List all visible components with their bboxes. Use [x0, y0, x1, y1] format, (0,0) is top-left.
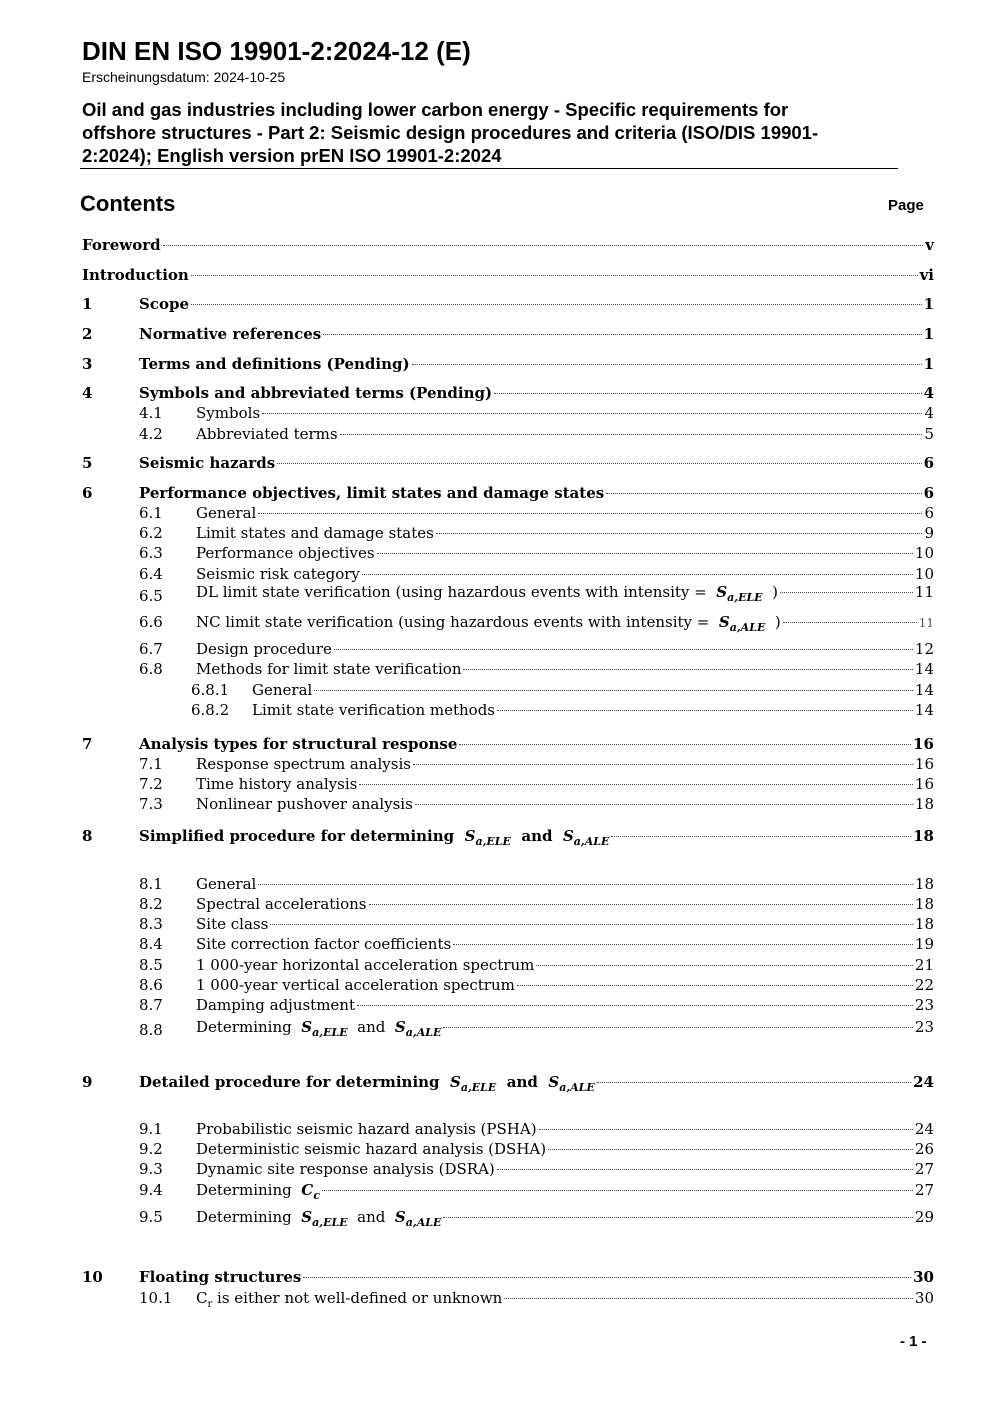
leader-dots: [611, 836, 911, 837]
leader-dots: [415, 804, 913, 805]
toc-entry-2[interactable]: [0, 324, 992, 344]
toc-number: 8: [82, 827, 93, 845]
toc-number: 6.8: [139, 660, 163, 678]
leader-dots: [606, 493, 921, 494]
toc-page: 1: [923, 295, 934, 313]
toc-page: 11: [918, 616, 934, 630]
toc-entry-4-1[interactable]: [0, 403, 992, 423]
toc-title: Normative references: [139, 325, 322, 343]
toc-title: Terms and definitions (Pending): [139, 355, 410, 373]
leader-dots: [258, 884, 913, 885]
leader-dots: [459, 744, 911, 745]
toc-number: 8.7: [139, 996, 163, 1014]
toc-entry-8-6[interactable]: [0, 975, 992, 995]
leader-dots: [163, 245, 924, 246]
toc-page: 11: [914, 583, 934, 601]
toc-page: 12: [914, 640, 934, 658]
leader-dots: [413, 764, 913, 765]
document-title-line-3: 2:2024); English version prEN ISO 19901-2:2024: [82, 145, 502, 166]
toc-entry-3[interactable]: [0, 354, 992, 374]
sa-ele-symbol: $S_{a,ELE}$: [301, 1208, 348, 1229]
toc-number: 6.3: [139, 544, 163, 562]
toc-number: 10.1: [139, 1289, 173, 1307]
toc-entry-8-7[interactable]: [0, 995, 992, 1015]
toc-title: Determining $S_{a,ELE}$ and $S_{a,ALE}$: [196, 1208, 442, 1229]
toc-title: Determining $S_{a,ELE}$ and $S_{a,ALE}$: [196, 1018, 442, 1039]
toc-number: 4: [82, 384, 93, 402]
sa-ale-symbol: $S_{a,ALE}$: [394, 1018, 442, 1039]
toc-number: 8.4: [139, 935, 163, 953]
toc-title: Methods for limit state verification: [196, 660, 462, 678]
document-title: [82, 98, 912, 167]
toc-title: Nonlinear pushover analysis: [196, 795, 413, 813]
toc-title: Abbreviated terms: [196, 425, 338, 443]
toc-entry-8-5[interactable]: [0, 955, 992, 975]
toc-title: Design procedure: [196, 640, 332, 658]
toc-title: Limit state verification methods: [252, 701, 495, 719]
toc-title: Limit states and damage states: [196, 524, 434, 542]
document-code: DIN EN ISO 19901-2:2024-12 (E): [82, 36, 471, 66]
toc-title: Spectral accelerations: [196, 895, 367, 913]
toc-entry-6-2[interactable]: [0, 523, 992, 543]
toc-page: 18: [914, 895, 934, 913]
toc-title: Probabilistic seismic hazard analysis (PSHA): [196, 1120, 537, 1138]
toc-number: 9: [82, 1073, 93, 1091]
toc-entry-6[interactable]: [0, 483, 992, 503]
toc-title: Seismic risk category: [196, 565, 360, 583]
toc-entry-10[interactable]: [0, 1267, 992, 1287]
toc-title: $C_r$ is either not well-defined or unknown: [196, 1289, 503, 1310]
toc-page: 27: [914, 1181, 934, 1199]
header-divider: [80, 168, 898, 169]
toc-page: v: [925, 236, 934, 254]
toc-entry-7-3[interactable]: [0, 794, 992, 814]
sa-ale-symbol: $S_{a,ALE}$: [548, 1073, 595, 1094]
toc-number: 6.2: [139, 524, 163, 542]
leader-dots: [357, 1005, 913, 1006]
toc-entry-8-8[interactable]: [0, 1017, 992, 1037]
leader-dots: [497, 710, 913, 711]
toc-title: Damping adjustment: [196, 996, 355, 1014]
toc-entry-8-2[interactable]: [0, 894, 992, 914]
leader-dots: [539, 1129, 913, 1130]
sa-ele-symbol: $S_{a,ELE}$: [450, 1073, 497, 1094]
leader-dots: [597, 1082, 911, 1083]
leader-dots: [191, 304, 922, 305]
leader-dots: [443, 1027, 913, 1028]
leader-dots: [443, 1217, 913, 1218]
toc-title: DL limit state verification (using hazardous events with intensity = $S_{a,ELE}$ ): [196, 583, 778, 604]
toc-page: 4: [924, 404, 934, 422]
toc-entry-6-8-1[interactable]: [0, 680, 992, 700]
toc-title: Floating structures: [139, 1268, 302, 1286]
toc-number: 1: [82, 295, 93, 313]
leader-dots: [277, 463, 921, 464]
toc-page: 14: [914, 660, 934, 678]
toc-number: 7.2: [139, 775, 163, 793]
toc-title: Site class: [196, 915, 269, 933]
toc-page: 4: [923, 384, 934, 402]
toc-page: 1: [923, 325, 934, 343]
toc-number: 2: [82, 325, 93, 343]
toc-entry-8-4[interactable]: [0, 934, 992, 954]
toc-title: Deterministic seismic hazard analysis (DSHA): [196, 1140, 547, 1158]
leader-dots: [303, 1277, 911, 1278]
toc-page: 18: [914, 795, 934, 813]
toc-page: 16: [914, 775, 934, 793]
leader-dots: [362, 574, 913, 575]
toc-number: 6.5: [139, 587, 163, 605]
toc-page: 6: [923, 484, 934, 502]
toc-title: Scope: [139, 295, 190, 313]
toc-number: 8.8: [139, 1021, 163, 1039]
document-title-line-1: Oil and gas industries including lower carbon energy - Specific requirements for: [82, 99, 789, 120]
leader-dots: [494, 393, 921, 394]
leader-dots: [463, 669, 912, 670]
leader-dots: [780, 592, 913, 593]
toc-page: 9: [924, 524, 934, 542]
toc-number: 9.5: [139, 1208, 163, 1226]
toc-entry-9-3[interactable]: [0, 1159, 992, 1179]
toc-page: 23: [914, 996, 934, 1014]
toc-entry-6-4[interactable]: [0, 564, 992, 584]
toc-page: 18: [914, 915, 934, 933]
leader-dots: [262, 413, 922, 414]
toc-entry-8[interactable]: [0, 826, 992, 846]
cc-symbol: $C_c$: [301, 1181, 320, 1202]
document-title-line-2: offshore structures - Part 2: Seismic design procedures and criteria (ISO/DIS 19901-: [82, 122, 819, 143]
leader-dots: [453, 944, 913, 945]
toc-title: 1 000-year horizontal acceleration spectrum: [196, 956, 535, 974]
toc-title: General: [196, 504, 257, 522]
leader-dots: [504, 1298, 913, 1299]
leader-dots: [497, 1169, 913, 1170]
toc-page: 27: [914, 1160, 934, 1178]
toc-entry-5[interactable]: [0, 453, 992, 473]
leader-dots: [191, 275, 918, 276]
toc-entry-4-2[interactable]: [0, 424, 992, 444]
leader-dots: [412, 364, 922, 365]
toc-page: 24: [914, 1120, 934, 1138]
toc-number: 7.3: [139, 795, 163, 813]
sa-ele-symbol: $S_{a,ELE}$: [301, 1018, 348, 1039]
toc-title: Symbols and abbreviated terms (Pending): [139, 384, 493, 402]
toc-title: Analysis types for structural response: [139, 735, 458, 753]
toc-page: 26: [914, 1140, 934, 1158]
toc-entry-8-3[interactable]: [0, 914, 992, 934]
toc-title: Detailed procedure for determining $S_{a,ELE}$ and $S_{a,ALE}$: [139, 1073, 595, 1094]
toc-number: 9.2: [139, 1140, 163, 1158]
toc-number: 7.1: [139, 755, 163, 773]
toc-number: 8.3: [139, 915, 163, 933]
toc-entry-9[interactable]: [0, 1072, 992, 1092]
toc-entry-7[interactable]: [0, 734, 992, 754]
toc-number: 6.6: [139, 613, 163, 631]
toc-title: Dynamic site response analysis (DSRA): [196, 1160, 495, 1178]
toc-number: 6: [82, 484, 93, 502]
toc-number: 8.6: [139, 976, 163, 994]
toc-title: Performance objectives: [196, 544, 375, 562]
toc-title: General: [252, 681, 313, 699]
toc-page: 30: [914, 1289, 934, 1307]
leader-dots: [270, 924, 913, 925]
toc-number: 8.5: [139, 956, 163, 974]
leader-dots: [517, 985, 913, 986]
toc-title: Foreword: [82, 236, 161, 254]
toc-number: 3: [82, 355, 93, 373]
toc-page: 23: [914, 1018, 934, 1036]
toc-page: 22: [914, 976, 934, 994]
toc-page: 18: [914, 875, 934, 893]
toc-entry-4[interactable]: [0, 383, 992, 403]
toc-number: 9.3: [139, 1160, 163, 1178]
toc-page: 5: [924, 425, 934, 443]
cr-symbol: $C_r$: [196, 1289, 213, 1310]
toc-number: 8.1: [139, 875, 163, 893]
toc-page: 21: [914, 956, 934, 974]
toc-number: 8.2: [139, 895, 163, 913]
toc-title: Introduction: [82, 266, 189, 284]
toc-number: 7: [82, 735, 93, 753]
toc-number: 6.1: [139, 504, 163, 522]
toc-number: 4.1: [139, 404, 163, 422]
toc-page: 19: [914, 935, 934, 953]
toc-title: General: [196, 875, 257, 893]
toc-entry-introduction[interactable]: [0, 265, 992, 285]
leader-dots: [359, 784, 913, 785]
toc-entry-9-2[interactable]: [0, 1139, 992, 1159]
toc-page: 6: [923, 454, 934, 472]
toc-title: NC limit state verification (using hazardous events with intensity = $S_{a,ALE}$ ): [196, 613, 781, 634]
toc-page: 29: [914, 1208, 934, 1226]
toc-entry-8-1[interactable]: [0, 874, 992, 894]
toc-entry-1[interactable]: [0, 294, 992, 314]
toc-page: 6: [924, 504, 934, 522]
toc-page: 1: [923, 355, 934, 373]
toc-number: 6.4: [139, 565, 163, 583]
toc-page: 24: [913, 1073, 934, 1091]
toc-entry-6-3[interactable]: [0, 543, 992, 563]
toc-title: Determining $C_c$: [196, 1181, 320, 1202]
leader-dots: [377, 553, 913, 554]
sa-ale-symbol: $S_{a,ALE}$: [718, 613, 766, 634]
leader-dots: [783, 622, 917, 623]
toc-entry-6-8-2[interactable]: [0, 700, 992, 720]
toc-number: 6.7: [139, 640, 163, 658]
toc-page: 16: [913, 735, 934, 753]
sa-ale-symbol: $S_{a,ALE}$: [562, 827, 610, 848]
toc-number: 9.4: [139, 1181, 163, 1199]
toc-title: Response spectrum analysis: [196, 755, 411, 773]
toc-number: 5: [82, 454, 93, 472]
toc-title: 1 000-year vertical acceleration spectrum: [196, 976, 515, 994]
toc-number: 10: [82, 1268, 103, 1286]
toc-entry-9-1[interactable]: [0, 1119, 992, 1139]
leader-dots: [334, 649, 913, 650]
toc-title: Seismic hazards: [139, 454, 276, 472]
sa-ele-symbol: $S_{a,ELE}$: [464, 827, 511, 848]
page-number: - 1 -: [900, 1333, 927, 1350]
toc-entry-6-5[interactable]: [0, 582, 992, 605]
leader-dots: [436, 533, 923, 534]
page-column-label: Page: [888, 197, 924, 214]
toc-title: Simplified procedure for determining $S_{a,ELE}$ and $S_{a,ALE}$: [139, 827, 610, 848]
toc-entry-9-5[interactable]: [0, 1207, 992, 1227]
toc-number: 9.1: [139, 1120, 163, 1138]
leader-dots: [340, 434, 923, 435]
toc-number: 4.2: [139, 425, 163, 443]
toc-number: 6.8.2: [191, 701, 230, 719]
toc-entry-6-6[interactable]: [0, 612, 992, 632]
toc-page: 30: [913, 1268, 934, 1286]
toc-page: 10: [914, 544, 934, 562]
toc-entry-foreword[interactable]: [0, 235, 992, 255]
toc-entry-7-2[interactable]: [0, 774, 992, 794]
leader-dots: [369, 904, 913, 905]
toc-page: 18: [913, 827, 934, 845]
toc-entry-6-1[interactable]: [0, 503, 992, 523]
sa-ale-symbol: $S_{a,ALE}$: [394, 1208, 442, 1229]
toc-page: vi: [919, 266, 934, 284]
toc-entry-10-1[interactable]: [0, 1288, 992, 1308]
leader-dots: [314, 690, 913, 691]
toc-page: 14: [914, 701, 934, 719]
toc-title: Time history analysis: [196, 775, 358, 793]
leader-dots: [323, 334, 921, 335]
toc-page: 16: [914, 755, 934, 773]
leader-dots: [322, 1190, 913, 1191]
toc-number: 6.8.1: [191, 681, 230, 699]
toc-entry-7-1[interactable]: [0, 754, 992, 774]
toc-page: 14: [914, 681, 934, 699]
toc-entry-6-7[interactable]: [0, 639, 992, 659]
leader-dots: [548, 1149, 913, 1150]
toc-title: Performance objectives, limit states and damage states: [139, 484, 605, 502]
toc-title: Site correction factor coefficients: [196, 935, 452, 953]
leader-dots: [536, 965, 913, 966]
toc-entry-6-8[interactable]: [0, 659, 992, 679]
contents-heading: Contents: [80, 191, 176, 216]
toc-page: 10: [914, 565, 934, 583]
leader-dots: [258, 513, 922, 514]
sa-ele-symbol: $S_{a,ELE}$: [716, 583, 763, 604]
publication-date: Erscheinungsdatum: 2024-10-25: [82, 69, 286, 85]
toc-entry-9-4[interactable]: [0, 1180, 992, 1200]
toc-title: Symbols: [196, 404, 261, 422]
